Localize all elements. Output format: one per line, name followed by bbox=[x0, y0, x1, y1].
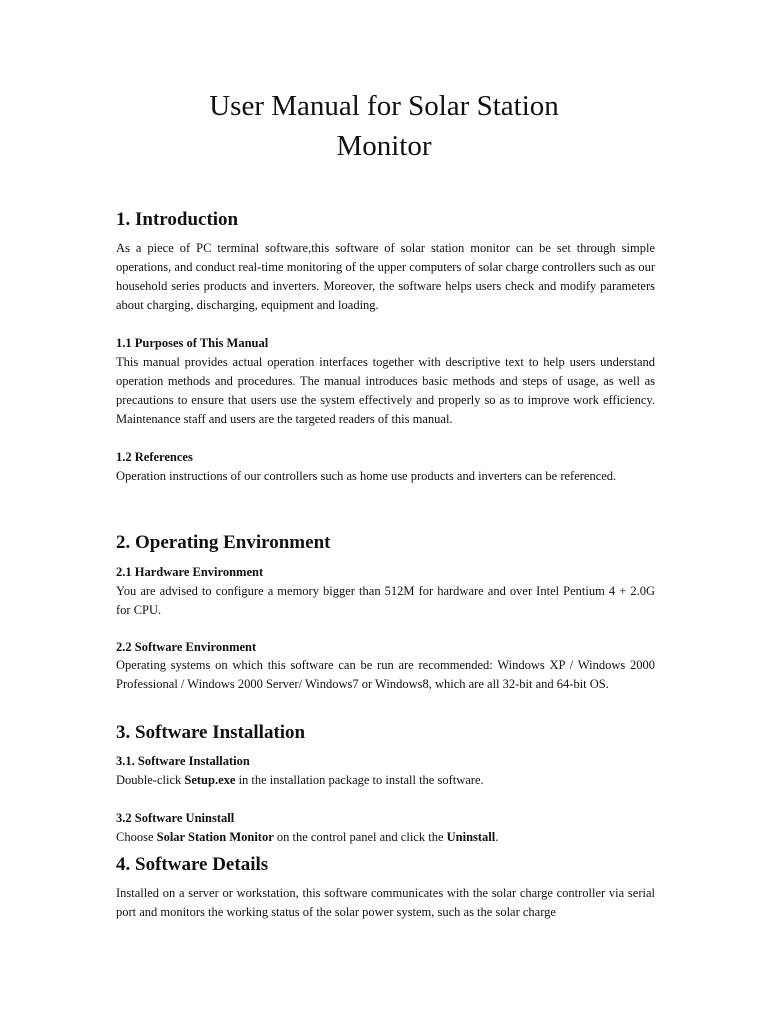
section-1-body: As a piece of PC terminal software,this software of solar station monitor can be set through simple operations, and conduct real-time monitoring of the upper computers of solar charge controllers such as our household series products and inverters. Moreover, the software helps users check and modify parameters about charging, discharging, equipment and loading. bbox=[116, 241, 655, 312]
section-2-2-body: Operating systems on which this software can be run are recommended: Windows XP / Windows 2000 Professional / Windows 2000 Server/ Windows7 or Windows8, which are all 32-bit and 64-bit OS. bbox=[116, 658, 655, 691]
section-4-body: Installed on a server or workstation, this software communicates with the solar charge controller via serial port and monitors the working status of the solar power system, such as the solar charge bbox=[116, 886, 655, 919]
document-title bbox=[0, 86, 768, 166]
document-title-line-2: Monitor bbox=[336, 130, 432, 162]
section-1-2-heading: 1.2 References bbox=[116, 450, 193, 464]
section-3-2-body bbox=[116, 829, 498, 845]
section-3-1-text-post: in the installation package to install the software. bbox=[235, 773, 484, 787]
section-3-2-text-mid: on the control panel and click the bbox=[273, 830, 447, 844]
section-2-heading: 2. Operating Environment bbox=[116, 532, 331, 553]
section-3-2-text-pre: Choose bbox=[116, 830, 157, 844]
section-3-2-text-post: . bbox=[495, 830, 499, 844]
section-1-1-body: This manual provides actual operation interfaces together with descriptive text to help users understand operation methods and procedures. The manual introduces basic methods and steps of usage, as well as precautions to ensure that users use the system effectively and properly so as to improve work efficiency. Maintenance staff and users are the targeted readers of this manual. bbox=[116, 355, 655, 426]
section-2-1-heading: 2.1 Hardware Environment bbox=[116, 565, 264, 579]
section-1-heading: 1. Introduction bbox=[116, 209, 239, 230]
setup-exe-filename: Setup.exe bbox=[184, 773, 236, 787]
section-3-2-heading: 3.2 Software Uninstall bbox=[116, 811, 235, 825]
section-4-heading: 4. Software Details bbox=[116, 854, 269, 875]
section-2-2-heading: 2.2 Software Environment bbox=[116, 640, 257, 654]
section-3-1-body bbox=[116, 772, 484, 788]
section-3-heading: 3. Software Installation bbox=[116, 722, 306, 743]
program-name: Solar Station Monitor bbox=[156, 830, 274, 844]
section-3-1-heading: 3.1. Software Installation bbox=[116, 754, 250, 768]
section-3-1-text-pre: Double-click bbox=[116, 773, 185, 787]
section-1-1-heading: 1.1 Purposes of This Manual bbox=[116, 336, 269, 350]
section-2-1-body: You are advised to configure a memory bigger than 512M for hardware and over Intel Pentium 4 + 2.0G for CPU. bbox=[116, 584, 655, 617]
uninstall-command: Uninstall bbox=[446, 830, 496, 844]
document-title-line-1: User Manual for Solar Station bbox=[209, 90, 559, 122]
section-1-2-body: Operation instructions of our controllers such as home use products and inverters can be referenced. bbox=[116, 469, 617, 483]
